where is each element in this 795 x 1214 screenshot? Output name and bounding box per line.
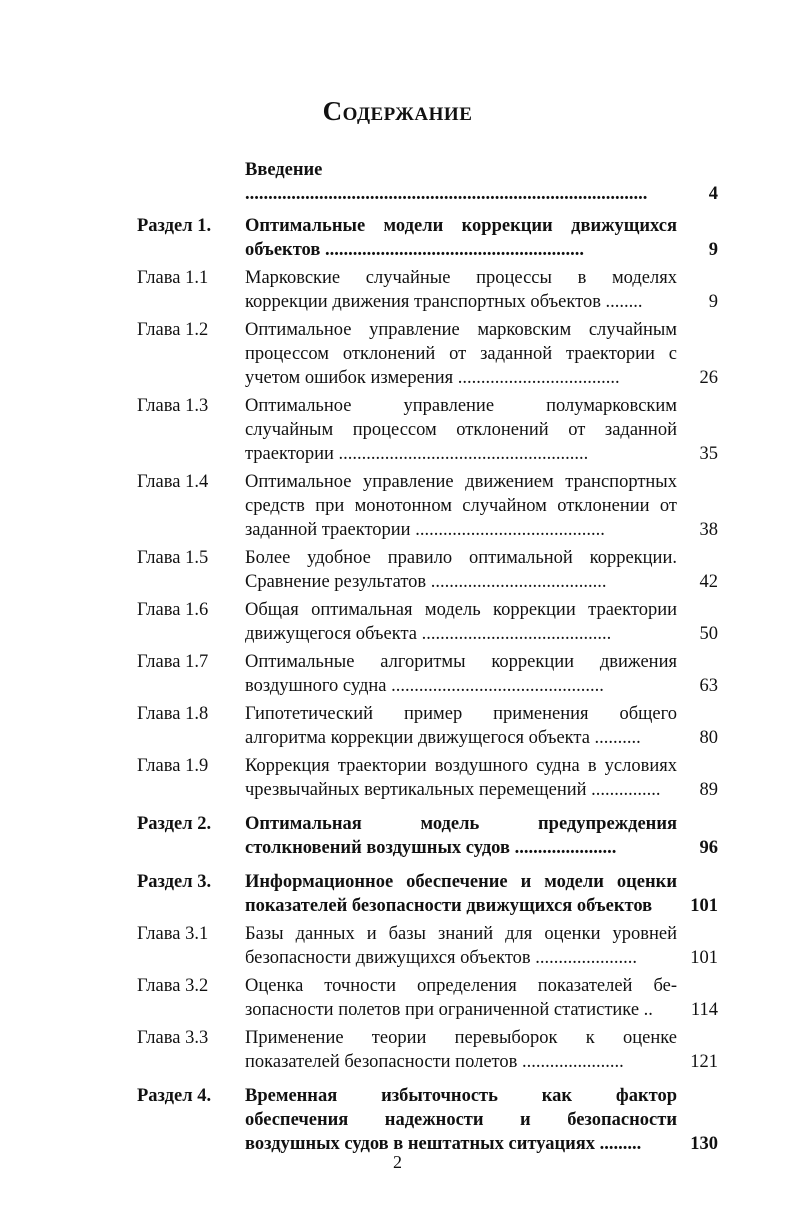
toc-entry (137, 214, 722, 262)
toc-entry-line: движущегося объекта ......................................... (245, 624, 612, 644)
toc-entry-line: Оптимальное управление марковским случайным (245, 320, 677, 340)
toc-entry-title (245, 158, 677, 206)
toc-entry-title (245, 754, 677, 802)
toc-entry-line: Оценка точности определения показателей бе- (245, 976, 677, 996)
toc-entry-line: процессом отклонений от заданной траектории с (245, 344, 677, 364)
toc-entry-label: Глава 1.6 (137, 600, 209, 620)
toc-entry-line: воздушного судна .............................................. (245, 676, 604, 696)
toc-entry-line: заданной траектории ......................................... (245, 520, 605, 540)
toc-entry-line: Применение теории перевыборок к оценке (245, 1028, 677, 1048)
toc-entry-line: Введение ....................................................................................... (245, 160, 648, 204)
toc-entry-title (245, 1026, 677, 1074)
toc-entry-page: 26 (699, 368, 718, 388)
toc-entry-line: показателей безопасности движущихся объектов (245, 896, 653, 916)
toc-entry (137, 812, 722, 860)
toc-entry-label: Глава 3.2 (137, 976, 209, 996)
toc-entry-label: Глава 1.5 (137, 548, 209, 568)
toc-entry (137, 1084, 722, 1156)
toc-entry-line: Оптимальные алгоритмы коррекции движения (245, 652, 677, 672)
toc-entry (137, 394, 722, 466)
toc-entry (137, 546, 722, 594)
page-number: 2 (393, 1152, 402, 1172)
toc-entry-title (245, 470, 677, 542)
toc-entry-line: Оптимальные модели коррекции движущихся (245, 216, 677, 236)
toc-entry (137, 266, 722, 314)
toc-entry-line: учетом ошибок измерения ................................... (245, 368, 620, 388)
toc-entry-page: 89 (699, 780, 718, 800)
toc-entry-title (245, 318, 677, 390)
toc-entry-label: Глава 1.1 (137, 268, 209, 288)
toc-entry-line: средств при монотонном случайном отклонении от (245, 496, 677, 516)
toc-entry-line: Коррекция траектории воздушного судна в условиях (245, 756, 677, 776)
toc-entry-line: объектов ........................................................ (245, 240, 584, 260)
toc-entry-line: безопасности движущихся объектов ...................... (245, 948, 638, 968)
toc-entry-label: Глава 1.2 (137, 320, 209, 340)
toc-entry-page: 101 (690, 948, 718, 968)
toc-entry-line: Гипотетический пример применения общего (245, 704, 677, 724)
toc-entry-label: Глава 1.8 (137, 704, 209, 724)
toc-entry-page: 63 (699, 676, 718, 696)
toc-entry-title (245, 922, 677, 970)
toc-entry-line: зопасности полетов при ограниченной статистике .. (245, 1000, 653, 1020)
toc-entry-title (245, 702, 677, 750)
toc-entry (137, 1026, 722, 1074)
page-title: Содержание (322, 96, 473, 126)
table-of-contents (137, 158, 722, 1156)
toc-entry-title (245, 394, 677, 466)
toc-entry-label (137, 158, 245, 206)
toc-entry-page: 101 (690, 896, 718, 916)
toc-entry-line: Информационное обеспечение и модели оценки (245, 872, 677, 892)
toc-entry (137, 870, 722, 918)
toc-entry-line: Оптимальное управление полумарковским (245, 396, 677, 416)
toc-entry-line: случайным процессом отклонений от заданной (245, 420, 677, 440)
toc-entry (137, 470, 722, 542)
toc-entry-label: Раздел 3. (137, 872, 212, 892)
toc-entry-line: Оптимальная модель предупреждения (245, 814, 677, 834)
toc-entry-label: Раздел 1. (137, 216, 212, 236)
toc-entry-page: 50 (699, 624, 718, 644)
toc-entry-line: Временная избыточность как фактор (245, 1086, 677, 1106)
toc-entry (137, 922, 722, 970)
toc-entry-page: 38 (699, 520, 718, 540)
toc-entry-title (245, 214, 677, 262)
toc-entry-line: алгоритма коррекции движущегося объекта .......... (245, 728, 641, 748)
toc-entry-label: Глава 1.3 (137, 396, 209, 416)
toc-entry-line: Более удобное правило оптимальной коррекции. (245, 548, 677, 568)
toc-entry-line: воздушных судов в нештатных ситуациях ......... (245, 1134, 642, 1154)
toc-entry-page: 121 (690, 1052, 718, 1072)
toc-entry-title (245, 812, 677, 860)
toc-entry-label: Глава 1.9 (137, 756, 209, 776)
toc-entry-line: чрезвычайных вертикальных перемещений ............... (245, 780, 661, 800)
toc-entry-label: Глава 3.3 (137, 1028, 209, 1048)
toc-entry-line: Общая оптимальная модель коррекции траектории (245, 600, 677, 620)
toc-entry-title (245, 1084, 677, 1156)
toc-entry-line: Сравнение результатов ...................................... (245, 572, 607, 592)
toc-entry-label: Глава 1.7 (137, 652, 209, 672)
toc-entry-line: обеспечения надежности и безопасности (245, 1110, 677, 1130)
toc-entry (137, 974, 722, 1022)
toc-entry-line: Оптимальное управление движением транспортных (245, 472, 677, 492)
toc-entry-title (245, 974, 677, 1022)
toc-entry-label: Раздел 2. (137, 814, 212, 834)
toc-entry-title (245, 266, 677, 314)
toc-entry-page: 42 (699, 572, 718, 592)
toc-entry-label: Глава 1.4 (137, 472, 209, 492)
toc-entry-page: 80 (699, 728, 718, 748)
toc-entry-page: 9 (708, 240, 718, 260)
toc-entry-page: 130 (690, 1134, 718, 1154)
toc-entry-label: Раздел 4. (137, 1086, 212, 1106)
toc-entry-page: 35 (699, 444, 718, 464)
toc-entry-label: Глава 3.1 (137, 924, 209, 944)
toc-entry-line: Базы данных и базы знаний для оценки уровней (245, 924, 677, 944)
toc-entry-page: 9 (708, 292, 718, 312)
toc-entry-line: столкновений воздушных судов ...................... (245, 838, 617, 858)
toc-entry-title (245, 870, 677, 918)
toc-entry-title (245, 650, 677, 698)
toc-entry (137, 598, 722, 646)
toc-entry (137, 158, 722, 206)
toc-entry-line: Марковские случайные процессы в моделях (245, 268, 677, 288)
toc-entry (137, 318, 722, 390)
toc-entry-page: 96 (699, 838, 718, 858)
toc-entry (137, 754, 722, 802)
toc-entry-page: 114 (690, 1000, 718, 1020)
toc-entry-page: 4 (708, 184, 718, 204)
toc-entry (137, 650, 722, 698)
toc-entry-line: показателей безопасности полетов ...................... (245, 1052, 624, 1072)
toc-entry-title (245, 546, 677, 594)
toc-entry-line: траектории ...................................................... (245, 444, 589, 464)
toc-entry-line: коррекции движения транспортных объектов ........ (245, 292, 643, 312)
toc-entry-title (245, 598, 677, 646)
toc-entry (137, 702, 722, 750)
